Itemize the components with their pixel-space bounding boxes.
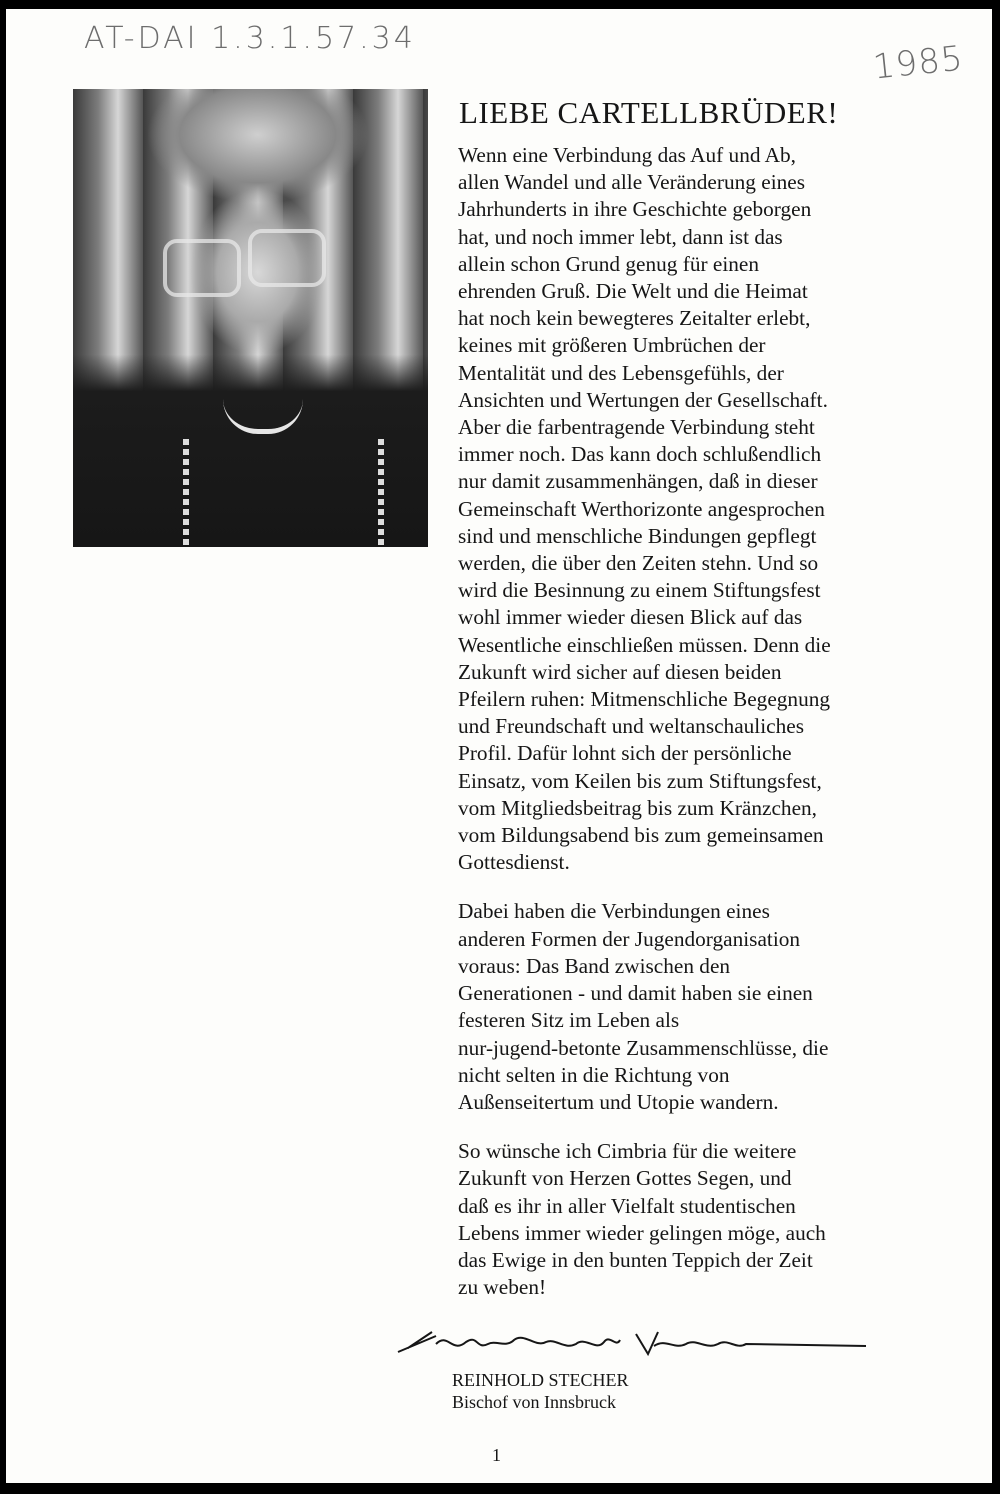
text-line: nur-jugend-betonte Zusammenschlüsse, die [458,1035,829,1060]
text-line: Generationen - und damit haben sie einen [458,981,813,1006]
document-page [6,9,992,1483]
year-annotation: 1985 [871,38,966,88]
text-line: vom Bildungsabend bis zum gemeinsamen [458,823,824,848]
text-line: sind und menschliche Bindungen gepflegt [458,523,817,548]
letter-title: LIEBE CARTELLBRÜDER! [459,95,839,130]
text-line: hat noch kein bewegteres Zeitalter erlebt, [458,306,811,331]
text-line: Aber die farbentragende Verbindung steht [458,415,815,440]
text-line: das Ewige in den bunten Teppich der Zeit [458,1247,813,1272]
text-line: Einsatz, vom Keilen bis zum Stiftungsfest, [458,768,822,793]
text-line: nur damit zusammenhängen, daß in dieser [458,469,818,494]
text-line: zu weben! [458,1275,547,1300]
paragraph-1 [458,142,978,876]
chain-left-shape [183,439,189,547]
text-line: Zukunft von Herzen Gottes Segen, und [458,1166,792,1191]
portrait-photo [73,89,428,547]
text-line: keines mit größeren Umbrüchen der [458,333,766,358]
glasses-left-shape [163,239,241,297]
text-line: Gemeinschaft Werthorizonte angesprochen [458,496,825,521]
text-line: immer noch. Das kann doch schlußendlich [458,442,822,467]
text-line: Mentalität und des Lebensgefühls, der [458,360,784,385]
text-line: und Freundschaft und weltanschauliches [458,714,804,739]
text-line: festeren Sitz im Leben als [458,1008,680,1033]
text-line: Dabei haben die Verbindungen eines [458,899,770,924]
chain-right-shape [378,439,384,547]
text-line: vom Mitgliedsbeitrag bis zum Kränzchen, [458,795,818,820]
text-line: werden, die über den Zeiten stehn. Und so [458,551,819,576]
text-line: Zukunft wird sicher auf diesen beiden [458,659,782,684]
text-line: anderen Formen der Jugendorganisation [458,926,801,951]
text-line: Pfeilern ruhen: Mitmenschliche Begegnung [458,687,831,712]
text-line: Wenn eine Verbindung das Auf und Ab, [458,143,797,167]
text-line: Profil. Dafür lohnt sich der persönliche [458,741,792,766]
text-line: Lebens immer wieder gelingen möge, auch [458,1220,826,1245]
text-line: Ansichten und Wertungen der Gesellschaft. [458,387,828,412]
paragraph-2 [458,898,978,1116]
text-line: allen Wandel und alle Veränderung eines [458,170,805,195]
text-line: ehrenden Gruß. Die Welt und die Heimat [458,279,808,304]
text-line: So wünsche ich Cimbria für die weitere [458,1139,797,1164]
text-line: Wesentliche einschließen müssen. Denn die [458,632,831,657]
archive-code-annotation: AT-DAI 1.3.1.57.34 [84,21,416,56]
signer-title: Bischof von Innsbruck [452,1392,616,1412]
text-line: wohl immer wieder diesen Blick auf das [458,605,803,630]
text-line: voraus: Das Band zwischen den [458,953,731,978]
text-line: Jahrhunderts in ihre Geschichte geborgen [458,197,812,222]
signature-icon [396,1314,876,1364]
text-line: wird die Besinnung zu einem Stiftungsfest [458,578,821,603]
collar-shape [223,399,303,434]
text-line: hat, und noch immer lebt, dann ist das [458,224,783,249]
letter-body [458,142,978,1323]
page-number: 1 [492,1445,501,1465]
text-line: Außenseitertum und Utopie wandern. [458,1089,779,1114]
glasses-right-shape [248,229,326,287]
text-line: allein schon Grund genug für einen [458,251,760,276]
text-line: Gottesdienst. [458,850,570,875]
paragraph-3 [458,1138,978,1301]
signer-name: REINHOLD STECHER [452,1370,629,1390]
text-line: daß es ihr in aller Vielfalt studentischen [458,1193,796,1218]
text-line: nicht selten in die Richtung von [458,1062,730,1087]
